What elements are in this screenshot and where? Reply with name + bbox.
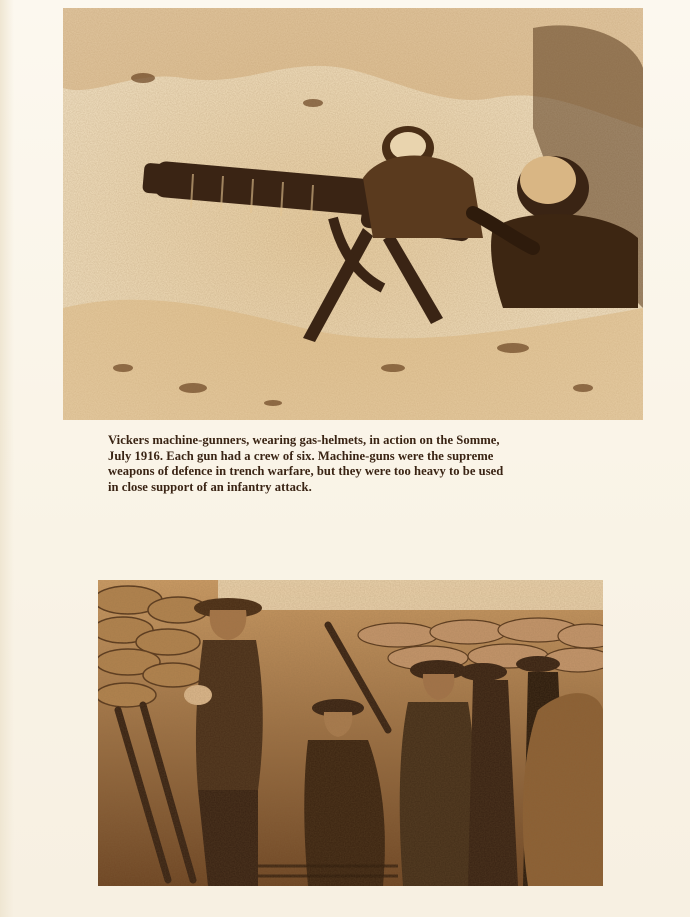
photo-vickers-machine-gunners — [63, 8, 643, 420]
caption-line-1: Vickers machine-gunners, wearing gas-helmets, in action on the Somme, — [108, 433, 500, 447]
trench-photo-image — [98, 580, 603, 886]
machine-gun-photo-image — [63, 8, 643, 420]
page-edge-shadow — [0, 0, 14, 917]
photo-soldiers-in-trench — [98, 580, 603, 886]
caption-line-4: in close support of an infantry attack. — [108, 479, 312, 494]
caption-line-3: weapons of defence in trench warfare, but they were too heavy to be used — [108, 464, 504, 479]
caption-line-2: July 1916. Each gun had a crew of six. Machine-guns were the supreme — [108, 448, 494, 463]
photo-caption — [108, 433, 580, 495]
